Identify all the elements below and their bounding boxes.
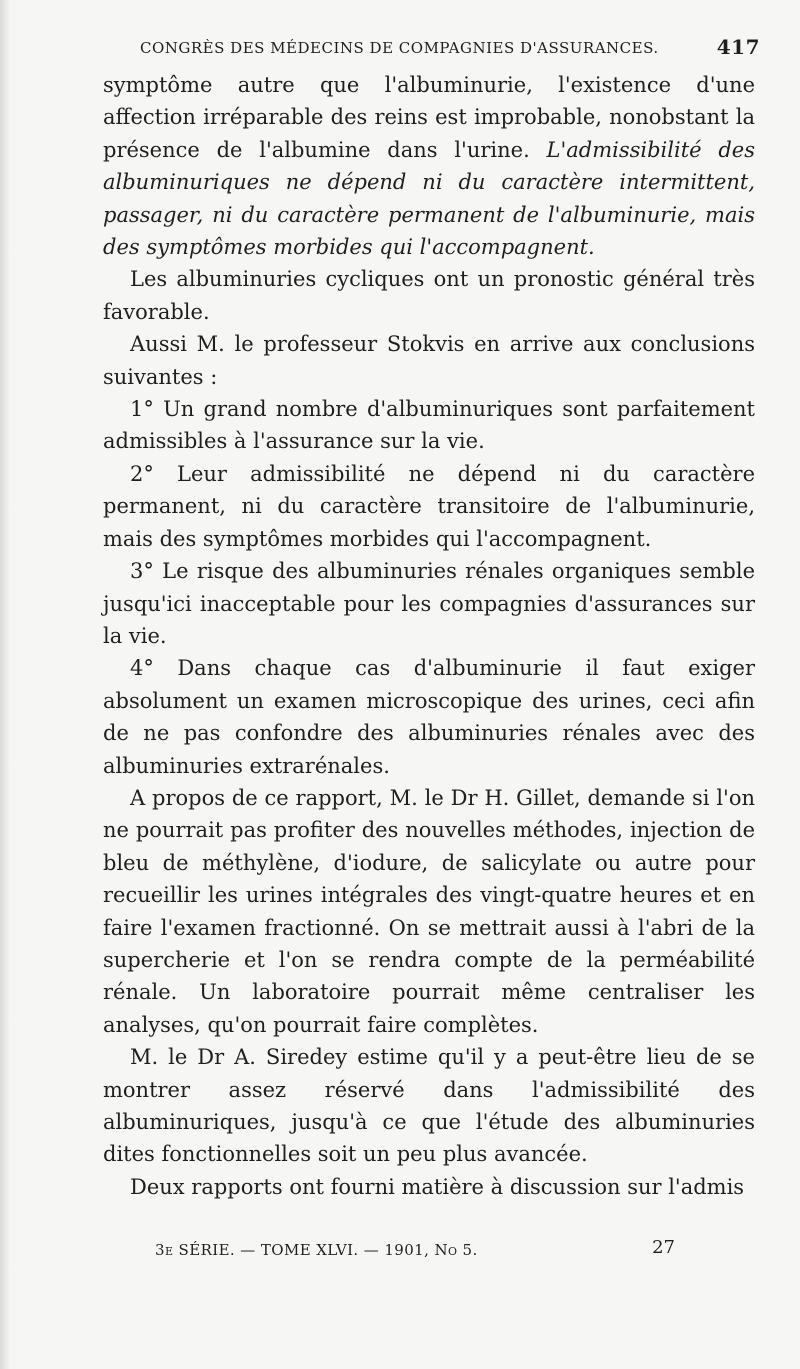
page-footer bbox=[155, 1237, 675, 1267]
page-number: 417 bbox=[716, 35, 760, 59]
conclusion-1: 1° Un grand nombre d'albuminuriques sont parfaitement admissibles à l'assurance sur la vie. bbox=[103, 397, 755, 454]
series-info: 3e SÉRIE. — TOME XLVI. — 1901, No 5. bbox=[155, 1241, 478, 1259]
paragraph-1-italic: L'admissibilité des albuminuriques ne dépend ni du caractère intermittent, passager, ni du caractère permanent de l'albuminurie, mais des symptômes morbides qui l'accompagnent. bbox=[103, 137, 755, 260]
paragraph-1-text: symptôme autre que l'albuminurie, l'existence d'une affection irréparable des reins est improbable, nonobstant la présence de l'albumine dans l'urine. bbox=[103, 73, 755, 162]
signature-mark: 27 bbox=[652, 1237, 675, 1258]
paragraph-2: Les albuminuries cycliques ont un pronostic général très favorable. bbox=[103, 267, 755, 324]
running-header bbox=[140, 37, 760, 65]
header-title: CONGRÈS DES MÉDECINS DE COMPAGNIES D'ASSURANCES. bbox=[140, 39, 659, 57]
conclusion-3: 3° Le risque des albuminuries rénales organiques semble jusqu'ici inacceptable pour les compagnies d'assurances sur la vie. bbox=[103, 559, 755, 648]
conclusion-4: 4° Dans chaque cas d'albuminurie il faut exiger absolument un examen microscopique des urines, ceci afin de ne pas confondre des albuminuries rénales avec des albuminuries extrarénales. bbox=[103, 656, 755, 778]
paragraph-siredey: M. le Dr A. Siredey estime qu'il y a peut-être lieu de se montrer assez réservé dans l'admissibilité des albuminuriques, jusqu'à ce que l'étude des albuminuries dites fonctionnelles soit un peu plus avancée. bbox=[103, 1045, 755, 1167]
paragraph-1 bbox=[103, 69, 755, 263]
conclusion-2: 2° Leur admissibilité ne dépend ni du caractère permanent, ni du caractère transitoire de l'albuminurie, mais des symptômes morbides qui l'accompagnent. bbox=[103, 461, 755, 551]
paragraph-3: Aussi M. le professeur Stokvis en arrive aux conclusions suivantes : bbox=[103, 332, 755, 389]
paragraph-last: Deux rapports ont fourni matière à discussion sur l'admis bbox=[130, 1174, 745, 1199]
paragraph-gillet: A propos de ce rapport, M. le Dr H. Gillet, demande si l'on ne pourrait pas profiter des nouvelles méthodes, injection de bleu de méthylène, d'iodure, de salicylate ou autre pour recueillir les urines intégrales des vingt-quatre heures et en faire l'examen fractionné. On se mettrait aussi à l'abri de la supercherie et l'on se rendra compte de la perméabilité rénale. Un laboratoire pourrait même centraliser les analyses, qu'on pourrait faire complètes. bbox=[103, 785, 755, 1037]
body-text bbox=[103, 69, 755, 1203]
